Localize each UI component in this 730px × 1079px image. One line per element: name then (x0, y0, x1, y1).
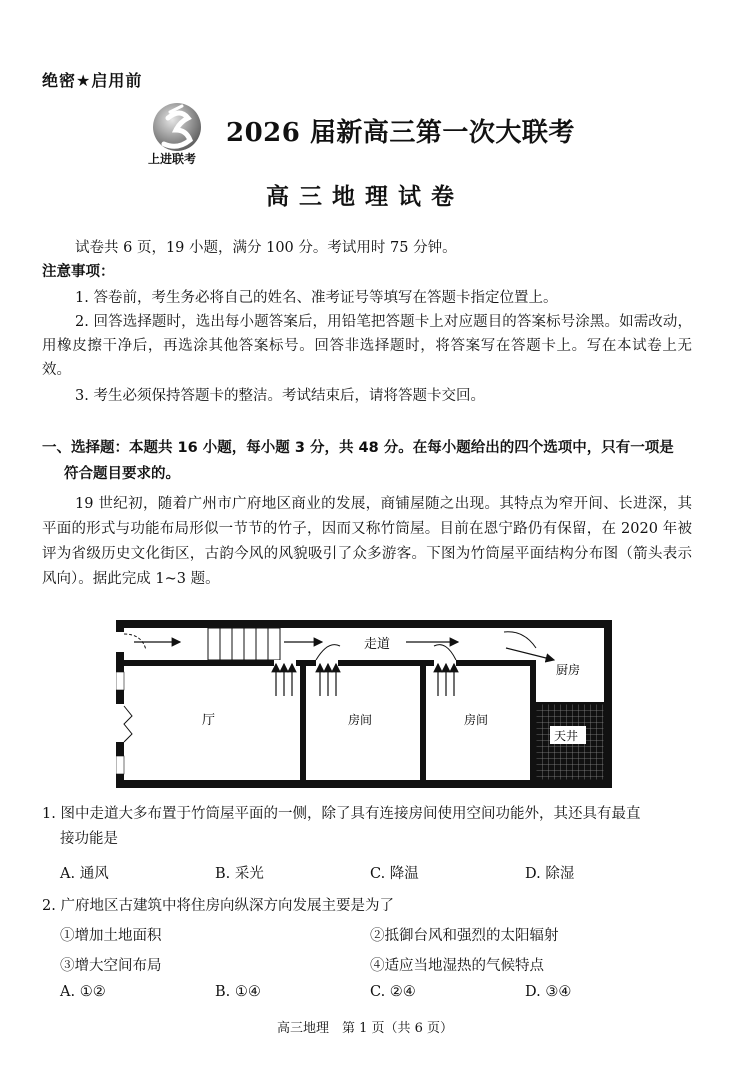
question-2-statements-row1 (60, 924, 680, 945)
label-kitchen: 厨房 (556, 663, 581, 677)
question-2-statements-row2 (60, 954, 680, 975)
q2-option-c[interactable]: C. ②④ (370, 984, 416, 1000)
notice-item-3: 3. 考生必须保持答题卡的整洁。考试结束后，请将答题卡交回。 (75, 388, 485, 404)
q2-option-b[interactable]: B. ①④ (215, 984, 261, 1000)
exam-intro: 试卷共 6 页，19 小题，满分 100 分。考试用时 75 分钟。 (75, 240, 457, 256)
label-room-1: 房间 (348, 713, 373, 727)
question-1-stem-line1: 1. 图中走道大多布置于竹筒屋平面的一侧，除了具有连接房间使用空间功能外，其还具有最直 (42, 806, 641, 822)
q1-option-d[interactable]: D. 除湿 (525, 866, 575, 882)
floor-plan-figure (116, 620, 612, 792)
label-corridor: 走道 (364, 637, 391, 652)
q2-option-a[interactable]: A. ①② (60, 984, 106, 1000)
section-heading-line2: 符合题目要求的。 (64, 466, 180, 482)
question-1-options (60, 862, 680, 883)
question-1 (42, 802, 692, 852)
reading-passage: 19 世纪初，随着广州市广府地区商业的发展，商铺屋随之出现。其特点为窄开间、长进深，其平面的形式与功能布局形似一节节的竹子，因而又称竹筒屋。目前在恩宁路仍有保留，在 2020 年被评为省级历史文化街区，古韵今风的风貌吸引了众多游客。下图为竹筒屋平面结构分布图（箭头表示风向）。据此完成 1~3 题。 (42, 496, 692, 587)
question-1-stem-line2: 接功能是 (60, 831, 118, 847)
q2-statement-1: ①增加土地面积 (60, 928, 162, 944)
label-room-2: 房间 (464, 713, 489, 727)
section-heading (42, 435, 692, 487)
question-2-options (60, 984, 680, 1000)
notice-item-2: 2. 回答选择题时，选出每小题答案后，用铅笔把答题卡上对应题目的答案标号涂黑。如需改动，用橡皮擦干净后，再选涂其他答案标号。回答非选择题时，将答案写在答题卡上。写在本试卷上无效。 (42, 314, 692, 378)
logo-text: 上进联考 (148, 152, 197, 166)
q1-option-b[interactable]: B. 采光 (215, 866, 264, 882)
notice-heading: 注意事项： (42, 264, 115, 280)
q1-option-a[interactable]: A. 通风 (60, 866, 109, 882)
q2-option-d[interactable]: D. ③④ (525, 984, 572, 1000)
label-hall: 厅 (202, 713, 216, 728)
page-footer: 高三地理 第 1 页（共 6 页） (276, 1021, 454, 1036)
q2-statement-3: ③增大空间布局 (60, 958, 162, 974)
q2-statement-2: ②抵御台风和强烈的太阳辐射 (370, 928, 559, 944)
question-2-stem: 2. 广府地区古建筑中将住房向纵深方向发展主要是为了 (42, 898, 394, 914)
confidential-label: 绝密★启用前 (42, 71, 143, 90)
q2-statement-4: ④适应当地湿热的气候特点 (370, 958, 544, 974)
section-heading-line1: 一、选择题：本题共 16 小题，每小题 3 分，共 48 分。在每小题给出的四个选项中，只有一项是 (42, 440, 674, 456)
exam-title: 2026 届新高三第一次大联考 (226, 118, 575, 148)
q1-option-c[interactable]: C. 降温 (370, 866, 419, 882)
subject-title: 高三地理试卷 (266, 184, 464, 210)
label-courtyard: 天井 (554, 729, 579, 743)
notice-item-1: 1. 答卷前，考生务必将自己的姓名、准考证号等填写在答题卡指定位置上。 (75, 290, 558, 306)
